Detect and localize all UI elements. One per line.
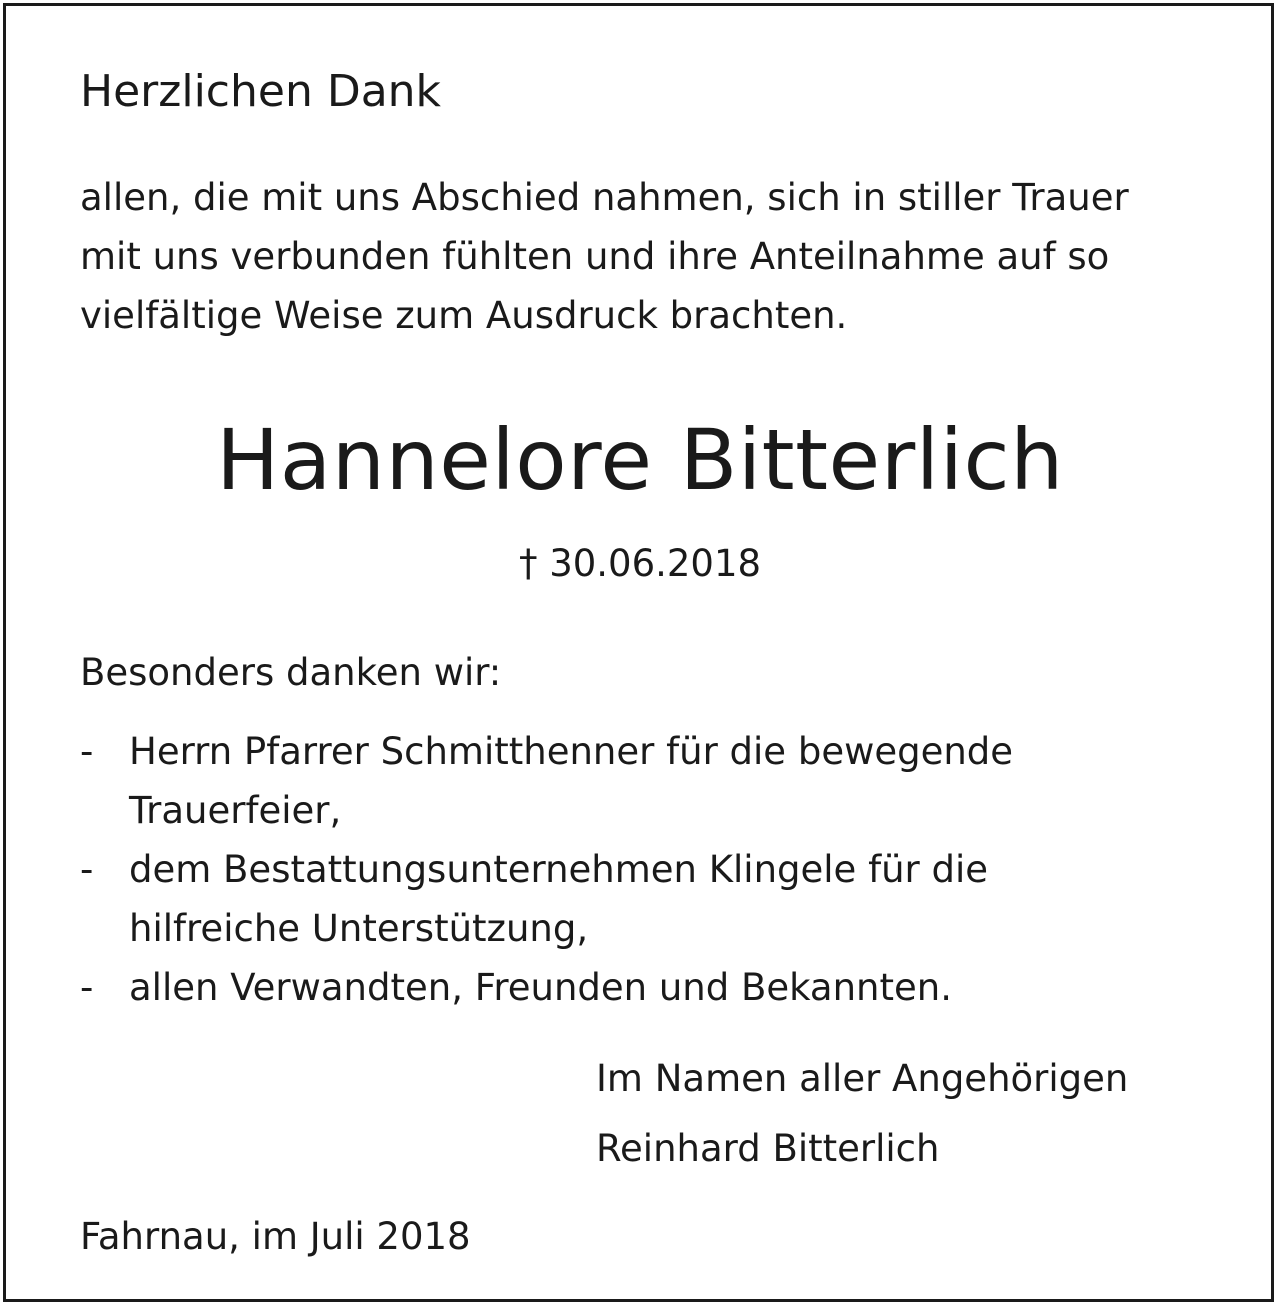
list-item-line: Trauerfeier, bbox=[129, 789, 342, 832]
list-item-line: Herrn Pfarrer Schmitthenner für die bewegende bbox=[129, 730, 1014, 773]
intro-paragraph bbox=[80, 168, 1230, 345]
intro-line: allen, die mit uns Abschied nahmen, sich in stiller Trauer bbox=[80, 176, 1129, 219]
thanks-list bbox=[80, 722, 1013, 1017]
intro-line: vielfältige Weise zum Ausdruck brachten. bbox=[80, 294, 848, 337]
thanks-heading: Besonders danken wir: bbox=[80, 651, 502, 694]
list-dash: - bbox=[80, 848, 94, 891]
notice-heading: Herzlichen Dank bbox=[80, 66, 442, 117]
list-item-line: dem Bestattungsunternehmen Klingele für die bbox=[129, 848, 989, 891]
list-item-line: allen Verwandten, Freunden und Bekannten. bbox=[129, 966, 952, 1009]
thanks-list-item bbox=[80, 840, 1013, 958]
list-item-line: hilfreiche Unterstützung, bbox=[129, 907, 589, 950]
thanks-list-item bbox=[80, 958, 1013, 1017]
list-dash: - bbox=[80, 730, 94, 773]
signoff-text: Im Namen aller Angehörigen bbox=[596, 1057, 1129, 1100]
thanks-list-item bbox=[80, 722, 1013, 840]
deceased-name: Hannelore Bitterlich bbox=[216, 411, 1064, 509]
place-and-date: Fahrnau, im Juli 2018 bbox=[80, 1215, 471, 1258]
list-dash: - bbox=[80, 966, 94, 1009]
death-date: † 30.06.2018 bbox=[518, 542, 762, 585]
signer-name: Reinhard Bitterlich bbox=[596, 1127, 940, 1170]
intro-line: mit uns verbunden fühlten und ihre Anteilnahme auf so bbox=[80, 235, 1110, 278]
